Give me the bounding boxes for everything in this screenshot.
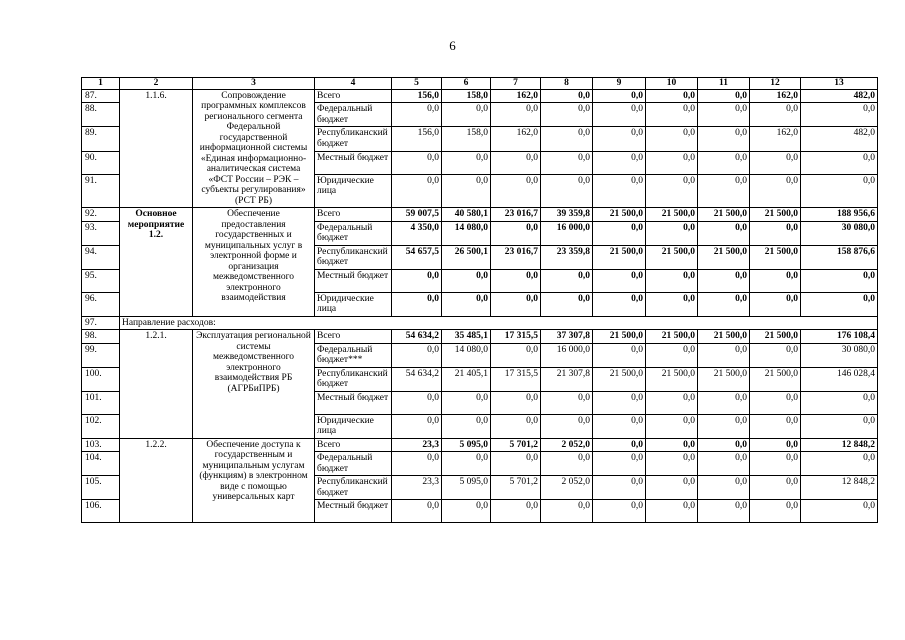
value-cell: 21 500,0 (750, 367, 801, 391)
column-header: 7 (491, 78, 541, 90)
activity-description: Эксплуатация региональной системы межведомственного электронного взаимодействия РБ (АГРБиПРБ) (193, 330, 315, 439)
activity-code: 1.2.2. (120, 438, 193, 523)
value-cell: 0,0 (801, 391, 878, 414)
row-number: 104. (82, 452, 120, 476)
column-header: 6 (442, 78, 491, 90)
value-cell: 0,0 (392, 269, 442, 292)
value-cell: 0,0 (491, 500, 541, 523)
value-cell: 16 000,0 (541, 221, 593, 245)
value-cell: 0,0 (646, 476, 698, 500)
value-cell: 482,0 (801, 127, 878, 151)
value-cell: 156,0 (392, 89, 442, 103)
row-number: 88. (82, 103, 120, 127)
funding-source: Юридические лица (315, 292, 392, 316)
value-cell: 54 634,2 (392, 367, 442, 391)
value-cell: 30 080,0 (801, 221, 878, 245)
value-cell: 158,0 (442, 127, 491, 151)
value-cell: 158,0 (442, 89, 491, 103)
value-cell: 0,0 (698, 103, 750, 127)
funding-source: Всего (315, 438, 392, 452)
row-number: 98. (82, 330, 120, 344)
value-cell: 176 108,4 (801, 330, 878, 344)
funding-source: Юридические лица (315, 174, 392, 207)
value-cell: 21 500,0 (593, 208, 646, 222)
funding-source: Местный бюджет (315, 500, 392, 523)
value-cell: 0,0 (541, 174, 593, 207)
value-cell: 0,0 (593, 391, 646, 414)
row-number: 102. (82, 414, 120, 438)
value-cell: 5 095,0 (442, 438, 491, 452)
row-number: 105. (82, 476, 120, 500)
activity-code: 1.1.6. (120, 89, 193, 208)
value-cell: 16 000,0 (541, 343, 593, 367)
value-cell: 17 315,5 (491, 367, 541, 391)
value-cell: 0,0 (646, 391, 698, 414)
value-cell: 37 307,8 (541, 330, 593, 344)
value-cell: 0,0 (801, 269, 878, 292)
value-cell: 5 701,2 (491, 476, 541, 500)
funding-source: Всего (315, 89, 392, 103)
value-cell: 0,0 (750, 292, 801, 316)
column-header: 13 (801, 78, 878, 90)
row-number: 97. (82, 316, 120, 330)
value-cell: 0,0 (698, 174, 750, 207)
value-cell: 5 701,2 (491, 438, 541, 452)
funding-source: Местный бюджет (315, 151, 392, 174)
row-number: 99. (82, 343, 120, 367)
value-cell: 0,0 (698, 414, 750, 438)
value-cell: 0,0 (392, 103, 442, 127)
value-cell: 0,0 (541, 452, 593, 476)
value-cell: 0,0 (698, 292, 750, 316)
value-cell: 21 500,0 (698, 208, 750, 222)
value-cell: 59 007,5 (392, 208, 442, 222)
column-header: 11 (698, 78, 750, 90)
value-cell: 0,0 (392, 292, 442, 316)
column-header: 8 (541, 78, 593, 90)
activity-description: Обеспечение предоставления государственных и муниципальных услуг в электронной форме и организация межведомственного электронного взаимодействия (193, 208, 315, 317)
value-cell: 0,0 (491, 391, 541, 414)
column-header-row (82, 78, 878, 90)
value-cell: 158 876,6 (801, 245, 878, 269)
value-cell: 0,0 (646, 438, 698, 452)
value-cell: 0,0 (491, 174, 541, 207)
value-cell: 0,0 (593, 500, 646, 523)
table-row (82, 438, 878, 452)
value-cell: 0,0 (801, 414, 878, 438)
value-cell: 0,0 (750, 269, 801, 292)
activity-code: Основное мероприятие 1.2. (120, 208, 193, 317)
budget-table (81, 77, 878, 523)
value-cell: 0,0 (646, 89, 698, 103)
value-cell: 14 080,0 (442, 221, 491, 245)
value-cell: 0,0 (801, 500, 878, 523)
value-cell: 0,0 (442, 269, 491, 292)
row-number: 94. (82, 245, 120, 269)
row-number: 91. (82, 174, 120, 207)
funding-source: Всего (315, 208, 392, 222)
value-cell: 35 485,1 (442, 330, 491, 344)
value-cell: 39 359,8 (541, 208, 593, 222)
value-cell: 0,0 (491, 151, 541, 174)
funding-source: Всего (315, 330, 392, 344)
row-number: 90. (82, 151, 120, 174)
value-cell: 0,0 (491, 221, 541, 245)
value-cell: 0,0 (801, 292, 878, 316)
value-cell: 0,0 (593, 127, 646, 151)
value-cell: 23 359,8 (541, 245, 593, 269)
value-cell: 0,0 (750, 151, 801, 174)
value-cell: 0,0 (646, 151, 698, 174)
value-cell: 0,0 (593, 89, 646, 103)
funding-source: Юридические лица (315, 414, 392, 438)
value-cell: 0,0 (750, 476, 801, 500)
value-cell: 0,0 (698, 151, 750, 174)
value-cell: 0,0 (491, 103, 541, 127)
value-cell: 2 052,0 (541, 438, 593, 452)
value-cell: 0,0 (698, 127, 750, 151)
value-cell: 0,0 (750, 221, 801, 245)
value-cell: 0,0 (646, 174, 698, 207)
row-number: 87. (82, 89, 120, 103)
value-cell: 21 500,0 (698, 245, 750, 269)
value-cell: 0,0 (442, 103, 491, 127)
value-cell: 21 500,0 (593, 330, 646, 344)
value-cell: 0,0 (541, 103, 593, 127)
value-cell: 0,0 (750, 391, 801, 414)
row-number: 95. (82, 269, 120, 292)
value-cell: 0,0 (442, 174, 491, 207)
row-number: 92. (82, 208, 120, 222)
value-cell: 0,0 (442, 151, 491, 174)
value-cell: 0,0 (392, 500, 442, 523)
row-number: 101. (82, 391, 120, 414)
table-row (82, 330, 878, 344)
value-cell: 23 016,7 (491, 208, 541, 222)
funding-source: Федеральный бюджет (315, 452, 392, 476)
value-cell: 0,0 (698, 500, 750, 523)
value-cell: 0,0 (392, 414, 442, 438)
value-cell: 0,0 (541, 292, 593, 316)
value-cell: 21 500,0 (593, 367, 646, 391)
value-cell: 0,0 (593, 103, 646, 127)
value-cell: 21 500,0 (646, 245, 698, 269)
value-cell: 0,0 (698, 452, 750, 476)
column-header: 2 (120, 78, 193, 90)
value-cell: 0,0 (593, 414, 646, 438)
value-cell: 0,0 (541, 391, 593, 414)
value-cell: 0,0 (442, 500, 491, 523)
table-row (82, 89, 878, 103)
value-cell: 0,0 (593, 269, 646, 292)
value-cell: 0,0 (392, 391, 442, 414)
column-header: 9 (593, 78, 646, 90)
value-cell: 0,0 (442, 414, 491, 438)
value-cell: 0,0 (541, 414, 593, 438)
value-cell: 0,0 (698, 269, 750, 292)
value-cell: 0,0 (491, 269, 541, 292)
value-cell: 0,0 (541, 89, 593, 103)
value-cell: 21 500,0 (646, 330, 698, 344)
value-cell: 0,0 (593, 151, 646, 174)
value-cell: 0,0 (392, 151, 442, 174)
value-cell: 0,0 (593, 452, 646, 476)
value-cell: 21 500,0 (593, 245, 646, 269)
value-cell: 0,0 (750, 452, 801, 476)
row-number: 93. (82, 221, 120, 245)
value-cell: 0,0 (392, 343, 442, 367)
value-cell: 0,0 (541, 127, 593, 151)
value-cell: 23,3 (392, 438, 442, 452)
value-cell: 0,0 (698, 438, 750, 452)
value-cell: 0,0 (646, 500, 698, 523)
value-cell: 21 405,1 (442, 367, 491, 391)
value-cell: 54 634,2 (392, 330, 442, 344)
funding-source: Местный бюджет (315, 391, 392, 414)
funding-source: Федеральный бюджет (315, 221, 392, 245)
funding-source: Республиканский бюджет (315, 367, 392, 391)
value-cell: 4 350,0 (392, 221, 442, 245)
value-cell: 0,0 (750, 438, 801, 452)
value-cell: 40 580,1 (442, 208, 491, 222)
value-cell: 14 080,0 (442, 343, 491, 367)
value-cell: 21 500,0 (750, 208, 801, 222)
value-cell: 162,0 (491, 127, 541, 151)
value-cell: 0,0 (541, 151, 593, 174)
value-cell: 0,0 (646, 414, 698, 438)
table-row (82, 208, 878, 222)
value-cell: 0,0 (646, 221, 698, 245)
value-cell: 0,0 (593, 343, 646, 367)
column-header: 1 (82, 78, 120, 90)
value-cell: 0,0 (698, 221, 750, 245)
section-label: Направление расходов: (120, 316, 878, 330)
section-row (82, 316, 878, 330)
activity-description: Сопровождение программных комплексов регионального сегмента Федеральной государственной информационной системы «Единая информационно-аналитическая система «ФСТ России – РЭК – субъекты регулирования» (РСТ РБ) (193, 89, 315, 208)
value-cell: 0,0 (698, 89, 750, 103)
value-cell: 5 095,0 (442, 476, 491, 500)
value-cell: 0,0 (801, 174, 878, 207)
value-cell: 0,0 (491, 452, 541, 476)
value-cell: 0,0 (646, 103, 698, 127)
value-cell: 54 657,5 (392, 245, 442, 269)
value-cell: 0,0 (801, 452, 878, 476)
value-cell: 0,0 (750, 343, 801, 367)
value-cell: 0,0 (491, 414, 541, 438)
value-cell: 0,0 (491, 292, 541, 316)
funding-source: Республиканский бюджет (315, 476, 392, 500)
value-cell: 0,0 (646, 343, 698, 367)
value-cell: 0,0 (442, 292, 491, 316)
value-cell: 0,0 (750, 414, 801, 438)
page-number: 6 (449, 38, 456, 53)
value-cell: 0,0 (698, 343, 750, 367)
value-cell: 482,0 (801, 89, 878, 103)
value-cell: 0,0 (541, 269, 593, 292)
value-cell: 156,0 (392, 127, 442, 151)
funding-source: Республиканский бюджет (315, 245, 392, 269)
value-cell: 0,0 (593, 174, 646, 207)
value-cell: 0,0 (750, 103, 801, 127)
value-cell: 21 307,8 (541, 367, 593, 391)
value-cell: 30 080,0 (801, 343, 878, 367)
value-cell: 21 500,0 (646, 208, 698, 222)
value-cell: 0,0 (750, 174, 801, 207)
activity-description: Обеспечение доступа к государственным и муниципальным услугам (функциям) в электронном виде с помощью универсальных карт (193, 438, 315, 523)
value-cell: 26 500,1 (442, 245, 491, 269)
value-cell: 0,0 (593, 221, 646, 245)
value-cell: 23 016,7 (491, 245, 541, 269)
value-cell: 12 848,2 (801, 438, 878, 452)
value-cell: 162,0 (750, 89, 801, 103)
value-cell: 0,0 (801, 103, 878, 127)
column-header: 5 (392, 78, 442, 90)
row-number: 103. (82, 438, 120, 452)
funding-source: Федеральный бюджет*** (315, 343, 392, 367)
value-cell: 0,0 (646, 292, 698, 316)
row-number: 100. (82, 367, 120, 391)
row-number: 89. (82, 127, 120, 151)
value-cell: 0,0 (442, 391, 491, 414)
value-cell: 21 500,0 (646, 367, 698, 391)
value-cell: 23,3 (392, 476, 442, 500)
value-cell: 21 500,0 (750, 245, 801, 269)
value-cell: 21 500,0 (698, 330, 750, 344)
value-cell: 17 315,5 (491, 330, 541, 344)
value-cell: 0,0 (801, 151, 878, 174)
activity-code: 1.2.1. (120, 330, 193, 439)
value-cell: 21 500,0 (698, 367, 750, 391)
funding-source: Республиканский бюджет (315, 127, 392, 151)
value-cell: 146 028,4 (801, 367, 878, 391)
value-cell: 188 956,6 (801, 208, 878, 222)
value-cell: 0,0 (646, 127, 698, 151)
value-cell: 0,0 (593, 292, 646, 316)
value-cell: 0,0 (698, 391, 750, 414)
funding-source: Федеральный бюджет (315, 103, 392, 127)
column-header: 3 (193, 78, 315, 90)
value-cell: 0,0 (593, 476, 646, 500)
column-header: 10 (646, 78, 698, 90)
row-number: 106. (82, 500, 120, 523)
value-cell: 0,0 (698, 476, 750, 500)
row-number: 96. (82, 292, 120, 316)
value-cell: 162,0 (750, 127, 801, 151)
value-cell: 0,0 (392, 174, 442, 207)
funding-source: Местный бюджет (315, 269, 392, 292)
value-cell: 0,0 (646, 452, 698, 476)
column-header: 12 (750, 78, 801, 90)
value-cell: 0,0 (646, 269, 698, 292)
value-cell: 0,0 (541, 500, 593, 523)
value-cell: 162,0 (491, 89, 541, 103)
value-cell: 0,0 (491, 343, 541, 367)
value-cell: 0,0 (593, 438, 646, 452)
column-header: 4 (315, 78, 392, 90)
value-cell: 12 848,2 (801, 476, 878, 500)
value-cell: 21 500,0 (750, 330, 801, 344)
value-cell: 0,0 (392, 452, 442, 476)
value-cell: 0,0 (442, 452, 491, 476)
value-cell: 2 052,0 (541, 476, 593, 500)
value-cell: 0,0 (750, 500, 801, 523)
